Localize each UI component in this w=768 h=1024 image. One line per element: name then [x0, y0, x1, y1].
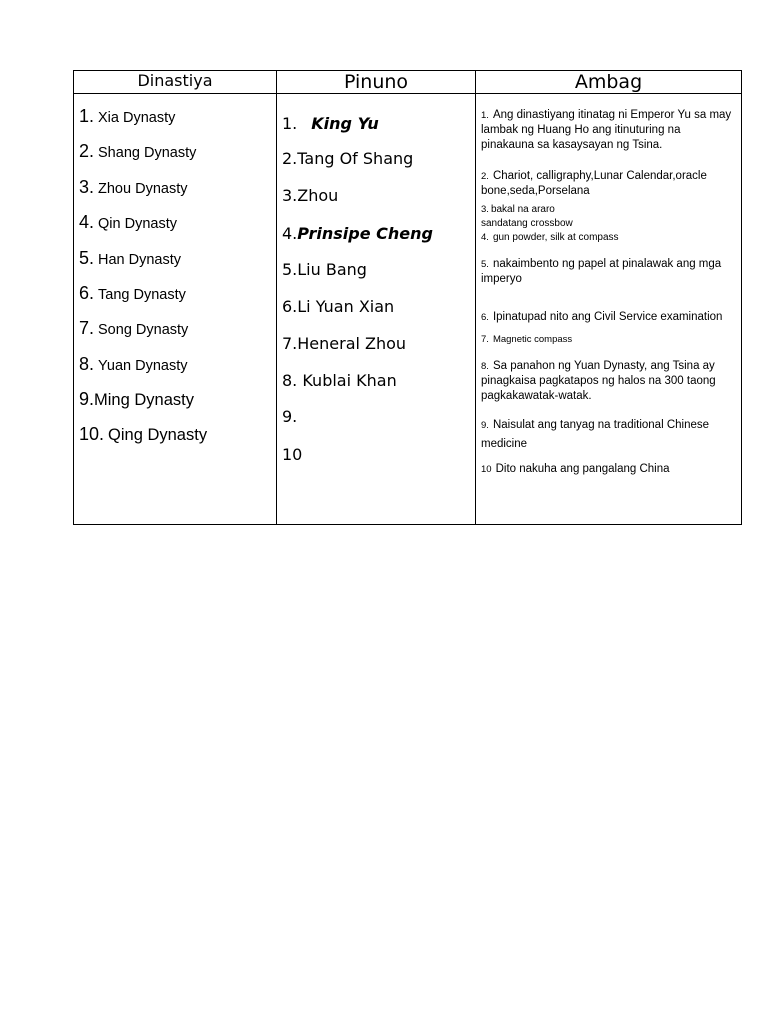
- dynasty-item: 2. Shang Dynasty: [79, 141, 197, 161]
- dynasty-item: 10. Qing Dynasty: [79, 424, 208, 444]
- table-body-row: [74, 94, 742, 525]
- dynasty-item: 7. Song Dynasty: [79, 318, 189, 338]
- contribution-item: 2. Chariot, calligraphy,Lunar Calendar,oracle bone,seda,Porselana: [481, 170, 707, 197]
- dynasty-cell: [74, 94, 277, 525]
- leader-item: 2.Tang Of Shang: [282, 149, 414, 168]
- dynasty-item: 8. Yuan Dynasty: [79, 354, 188, 374]
- dynasty-item: 1. Xia Dynasty: [79, 106, 176, 126]
- contribution-item: 7. Magnetic compass: [481, 334, 573, 345]
- header-ambag: Ambag: [476, 71, 742, 94]
- leader-item: 9.: [282, 407, 298, 426]
- leader-item: 4.Prinsipe Cheng: [282, 224, 433, 243]
- leader-item: 7.Heneral Zhou: [282, 334, 407, 353]
- contribution-item: 9. Naisulat ang tanyag na traditional Chinese medicine: [481, 419, 710, 450]
- leader-item: 8. Kublai Khan: [282, 371, 397, 390]
- leader-item: 10: [282, 445, 303, 464]
- contribution-item: 5. nakaimbento ng papel at pinalawak ang mga imperyo: [481, 258, 722, 285]
- leader-cell: [277, 94, 476, 525]
- contribution-item: 4. gun powder, silk at compass: [481, 232, 619, 243]
- dynasty-item: 3. Zhou Dynasty: [79, 177, 188, 197]
- leader-item: 1. King Yu: [282, 114, 379, 133]
- leader-item: 6.Li Yuan Xian: [282, 297, 395, 316]
- dynasty-item: 4. Qin Dynasty: [79, 212, 177, 232]
- contribution-item: sandatang crossbow: [481, 218, 573, 229]
- contribution-item: 8. Sa panahon ng Yuan Dynasty, ang Tsina ay pinagkaisa pagkatapos ng halos na 300 taong pagkakawatak-watak.: [481, 360, 716, 402]
- dynasty-item: 6. Tang Dynasty: [79, 283, 186, 303]
- leader-item: 3.Zhou: [282, 186, 339, 205]
- dynasty-item: 9.Ming Dynasty: [79, 389, 194, 409]
- header-pinuno: Pinuno: [277, 71, 476, 94]
- dynasty-item: 5. Han Dynasty: [79, 248, 182, 268]
- contribution-item: 1. Ang dinastiyang itinatag ni Emperor Yu sa may lambak ng Huang Ho ang itinuturing na pinakauna sa kasaysayan ng Tsina.: [481, 109, 732, 151]
- dynasty-table: [73, 70, 742, 525]
- contribution-item: 3. bakal na araro: [481, 204, 555, 215]
- contribution-item: 10 Dito nakuha ang pangalang China: [481, 463, 670, 475]
- table-header-row: [74, 71, 742, 94]
- contribution-cell: [476, 94, 742, 525]
- contribution-item: 6. Ipinatupad nito ang Civil Service examination: [481, 311, 723, 323]
- header-dinastiya: Dinastiya: [74, 71, 277, 94]
- leader-item: 5.Liu Bang: [282, 260, 367, 279]
